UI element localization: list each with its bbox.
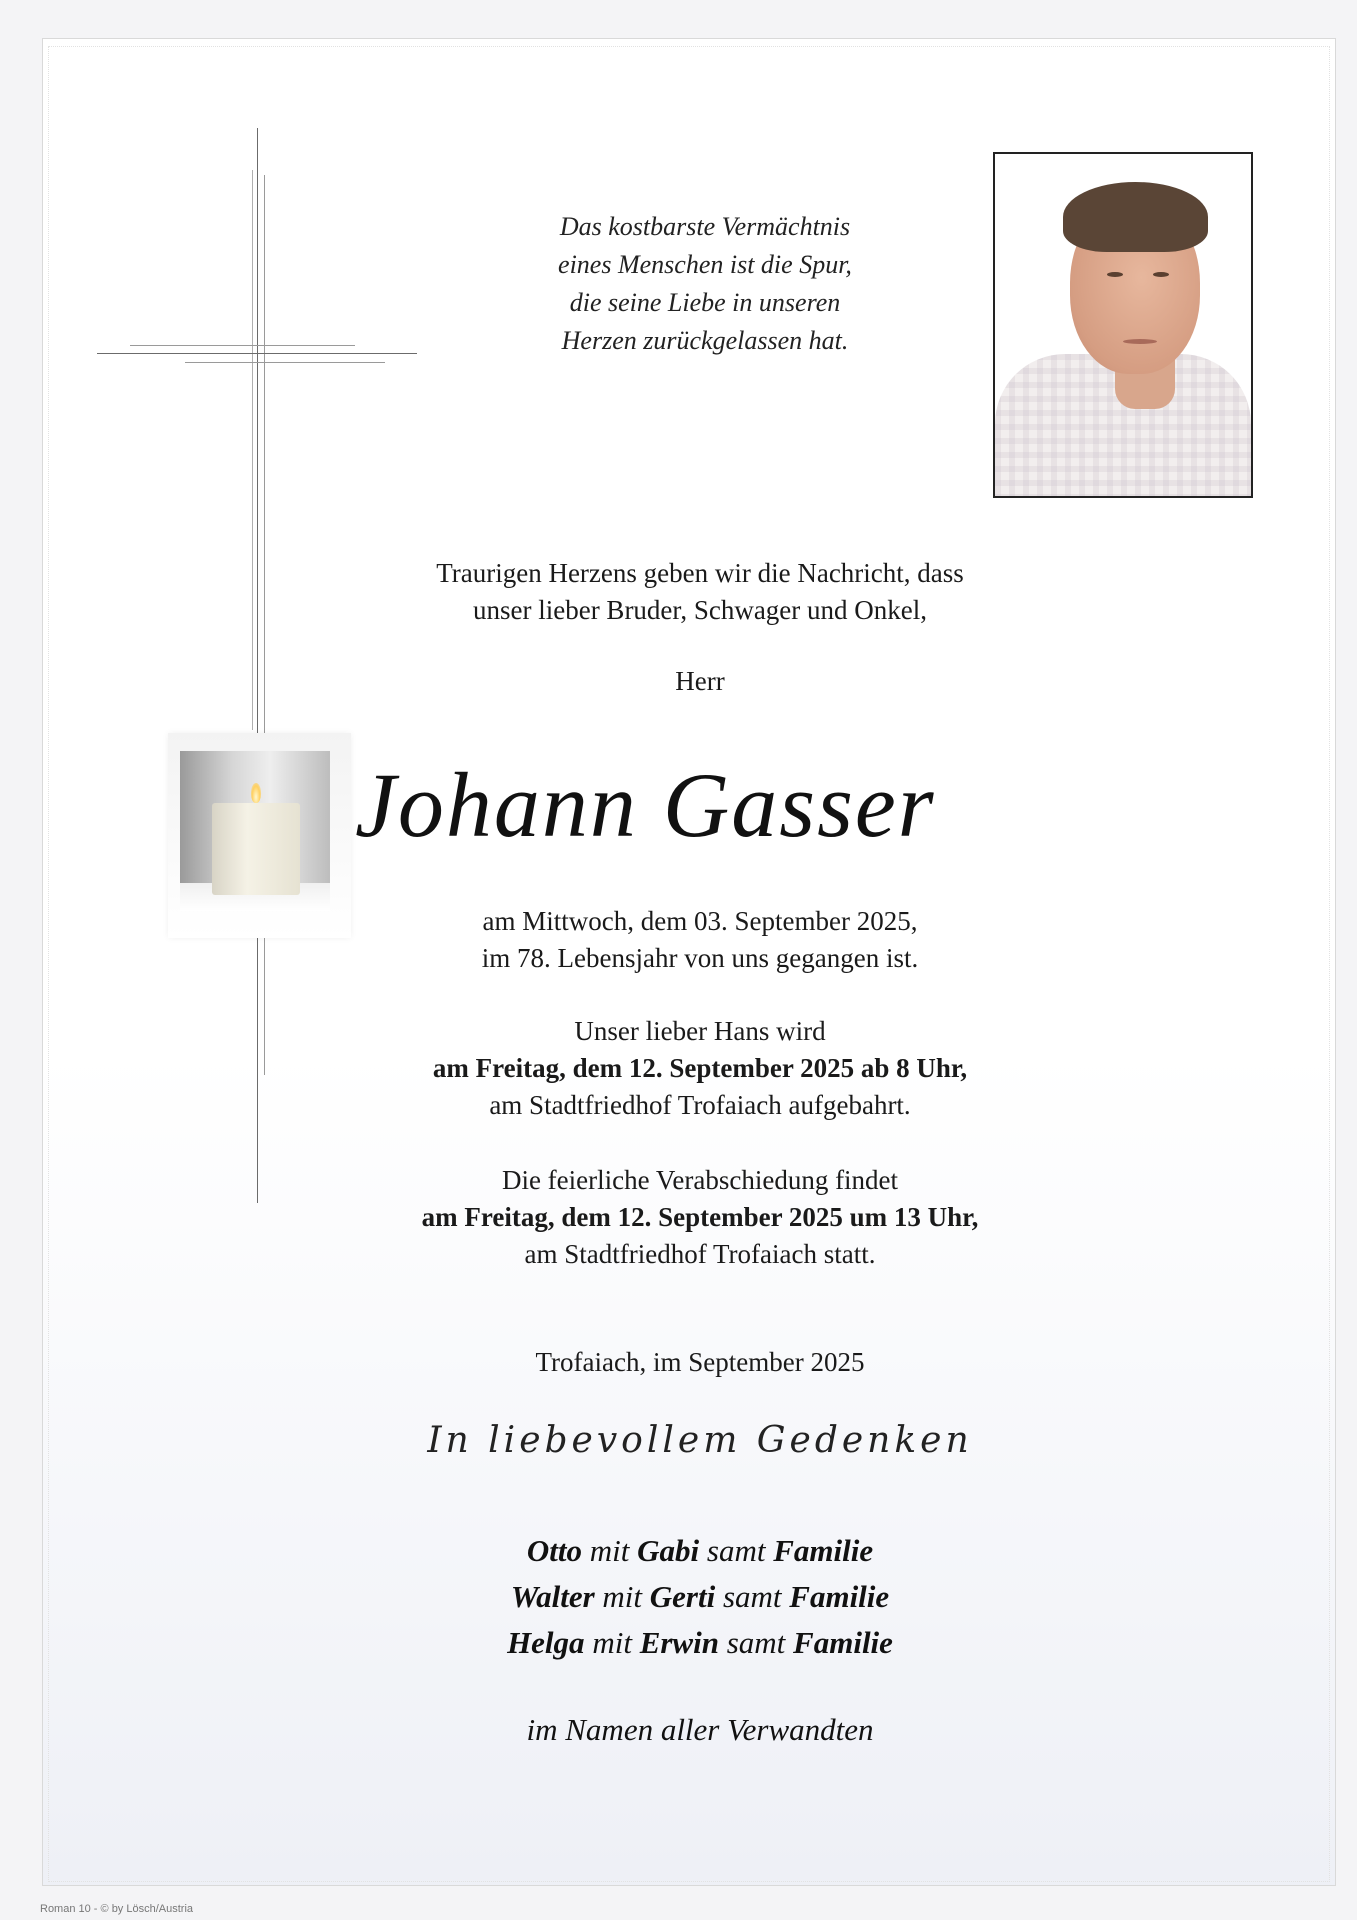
- family-line: Otto mit Gabi samt Familie: [526, 1533, 874, 1568]
- cross-horizontal-line: [130, 345, 355, 346]
- quote-line: eines Menschen ist die Spur,: [558, 250, 852, 279]
- death-date: am Mittwoch, dem 03. September 2025, im 78. Lebensjahr von uns gegangen ist.: [481, 906, 919, 973]
- candle-icon: [212, 803, 300, 895]
- cross-horizontal-line: [185, 362, 385, 363]
- family-line: Helga mit Erwin samt Familie: [507, 1625, 893, 1660]
- family-line: Walter mit Gerti samt Familie: [510, 1579, 890, 1614]
- quote-line: Herzen zurückgelassen hat.: [561, 326, 849, 355]
- flame-icon: [251, 783, 261, 803]
- memory-line: In liebevollem Gedenken: [427, 1420, 973, 1461]
- viewing-date: am Freitag, dem 12. September 2025 ab 8 Uhr,: [432, 1053, 968, 1083]
- cross-horizontal-line: [97, 353, 417, 354]
- portrait-photo: [993, 152, 1253, 498]
- family-list: [0, 1528, 1357, 1666]
- salutation: Herr: [675, 666, 725, 696]
- memorial-quote: [480, 208, 930, 360]
- announcement-intro: Traurigen Herzens geben wir die Nachricht, dass unser lieber Bruder, Schwager und Onkel,: [436, 558, 964, 625]
- deceased-name: Johann Gasser: [355, 754, 936, 856]
- relatives-line: im Namen aller Verwandten: [526, 1712, 874, 1747]
- footer-credit: Roman 10 - © by Lösch/Austria: [40, 1903, 194, 1915]
- place-date: Trofaiach, im September 2025: [535, 1347, 865, 1377]
- candle-photo: [180, 751, 330, 911]
- cross-vertical-line: [252, 170, 253, 730]
- viewing-info: Unser lieber Hans wird am Freitag, dem 12. September 2025 ab 8 Uhr, am Stadtfriedhof Trofaiach aufgebahrt.: [432, 1016, 968, 1120]
- quote-line: Das kostbarste Vermächtnis: [559, 212, 851, 241]
- farewell-date: am Freitag, dem 12. September 2025 um 13 Uhr,: [421, 1202, 979, 1232]
- quote-line: die seine Liebe in unseren: [569, 288, 841, 317]
- farewell-info: Die feierliche Verabschiedung findet am Freitag, dem 12. September 2025 um 13 Uhr, am Stadtfriedhof Trofaiach statt.: [421, 1165, 979, 1269]
